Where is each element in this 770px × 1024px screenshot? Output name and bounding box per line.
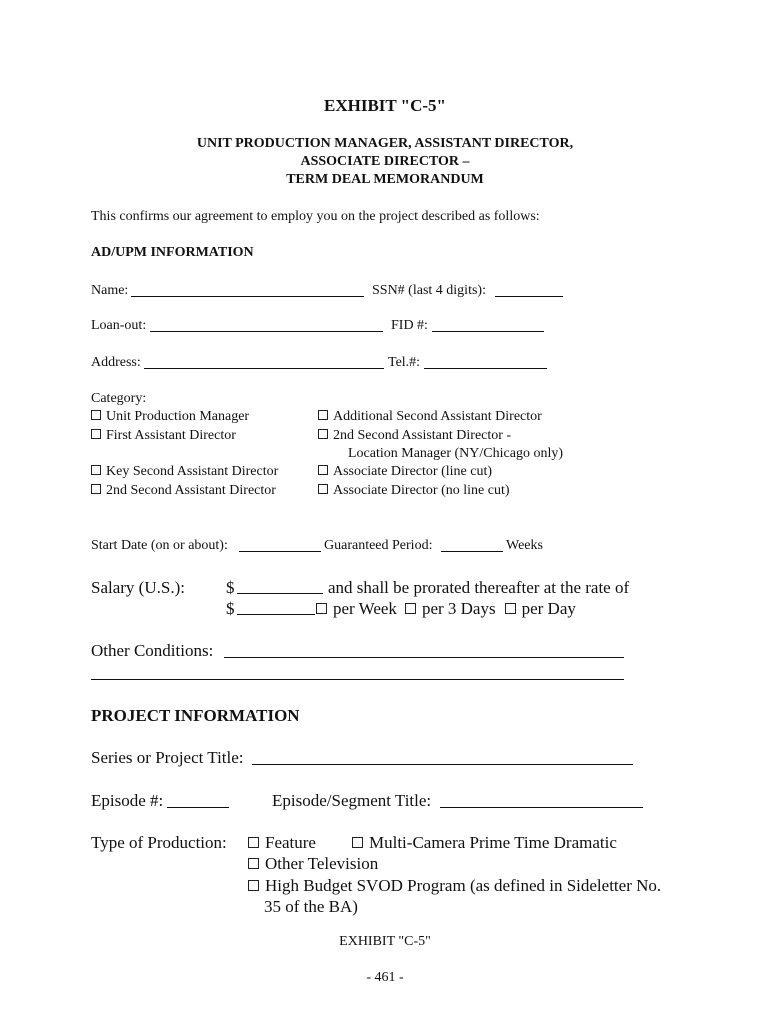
fid-field[interactable] (432, 331, 544, 332)
episode-number-label: Episode #: (91, 791, 164, 810)
category-upm[interactable]: Unit Production Manager (91, 409, 249, 425)
checkbox-icon[interactable] (318, 410, 328, 420)
checkbox-icon[interactable] (91, 484, 101, 494)
category-additional-second-ad[interactable]: Additional Second Assistant Director (318, 409, 542, 425)
production-type-svod-continuation: 35 of the BA) (264, 897, 358, 916)
page-number: - 461 - (366, 970, 404, 985)
subtitle-line-3: TERM DEAL MEMORANDUM (286, 172, 484, 187)
checkbox-icon[interactable] (505, 603, 516, 614)
other-conditions-field[interactable] (224, 657, 624, 658)
checkbox-icon[interactable] (91, 429, 101, 439)
ssn-field[interactable] (495, 296, 563, 297)
category-second-second-ad[interactable]: 2nd Second Assistant Director (91, 483, 276, 499)
checkbox-icon[interactable] (248, 880, 259, 891)
checkbox-icon[interactable] (316, 603, 327, 614)
guaranteed-period-field[interactable] (441, 551, 503, 552)
rate-options (316, 599, 576, 619)
checkbox-icon[interactable] (91, 465, 101, 475)
checkbox-icon[interactable] (405, 603, 416, 614)
production-type-multicam[interactable]: Multi-Camera Prime Time Dramatic (352, 833, 617, 853)
segment-title-field[interactable] (440, 807, 643, 808)
other-conditions-label: Other Conditions: (91, 641, 214, 660)
salary-field[interactable] (237, 593, 323, 594)
category-label: Category: (91, 391, 147, 406)
category-second-second-ad-location[interactable]: 2nd Second Assistant Director - (318, 428, 511, 444)
salary-label: Salary (U.S.): (91, 578, 185, 597)
project-heading: PROJECT INFORMATION (91, 706, 300, 725)
loanout-field-label: Loan-out: (91, 318, 147, 333)
checkbox-icon[interactable] (91, 410, 101, 420)
checkbox-icon[interactable] (318, 484, 328, 494)
name-field[interactable] (131, 296, 364, 297)
name-field-label: Name: (91, 283, 129, 298)
production-type-other-tv[interactable]: Other Television (248, 854, 378, 874)
episode-number-field[interactable] (167, 807, 229, 808)
series-title-field[interactable] (252, 764, 633, 765)
checkbox-icon[interactable] (248, 858, 259, 869)
tel-field[interactable] (424, 368, 547, 369)
category-location-manager-text: Location Manager (NY/Chicago only) (348, 446, 563, 461)
subtitle-line-1: UNIT PRODUCTION MANAGER, ASSISTANT DIRECTOR, (196, 136, 574, 151)
exhibit-title: EXHIBIT "C-5" (323, 96, 446, 115)
checkbox-icon[interactable] (318, 429, 328, 439)
address-field[interactable] (144, 368, 384, 369)
production-type-feature[interactable]: Feature (248, 833, 316, 853)
tel-field-label: Tel.#: (388, 355, 421, 370)
loanout-field[interactable] (150, 331, 383, 332)
category-ad-line-cut[interactable]: Associate Director (line cut) (318, 464, 492, 480)
per-week-option[interactable]: per Week (333, 599, 397, 618)
salary-currency-1: $ (226, 578, 235, 597)
per-3-days-option[interactable]: per 3 Days (421, 599, 496, 618)
prorate-text: and shall be prorated thereafter at the rate of (328, 578, 630, 597)
series-title-label: Series or Project Title: (91, 748, 244, 767)
checkbox-icon[interactable] (248, 837, 259, 848)
prorate-rate-field[interactable] (237, 614, 315, 615)
intro-text: This confirms our agreement to employ you on the project described as follows: (91, 209, 540, 224)
subtitle-line-2: ASSOCIATE DIRECTOR – (300, 154, 470, 169)
weeks-label: Weeks (506, 538, 543, 553)
guaranteed-period-label: Guaranteed Period: (324, 538, 433, 553)
segment-title-label: Episode/Segment Title: (272, 791, 432, 810)
other-conditions-field-line-2[interactable] (91, 679, 624, 680)
per-day-option[interactable]: per Day (521, 599, 576, 618)
start-date-field[interactable] (239, 551, 321, 552)
fid-field-label: FID #: (391, 318, 428, 333)
production-type-svod[interactable]: High Budget SVOD Program (as defined in Sideletter No. (248, 876, 661, 896)
salary-currency-2: $ (226, 599, 235, 618)
type-of-production-label: Type of Production: (91, 833, 227, 852)
checkbox-icon[interactable] (318, 465, 328, 475)
address-field-label: Address: (91, 355, 141, 370)
footer-exhibit: EXHIBIT "C-5" (339, 934, 431, 949)
category-ad-no-line-cut[interactable]: Associate Director (no line cut) (318, 483, 510, 499)
category-key-second-ad[interactable]: Key Second Assistant Director (91, 464, 278, 480)
adupm-heading: AD/UPM INFORMATION (91, 245, 254, 260)
ssn-field-label: SSN# (last 4 digits): (372, 283, 486, 298)
category-first-ad[interactable]: First Assistant Director (91, 428, 236, 444)
start-date-label: Start Date (on or about): (91, 538, 228, 553)
checkbox-icon[interactable] (352, 837, 363, 848)
